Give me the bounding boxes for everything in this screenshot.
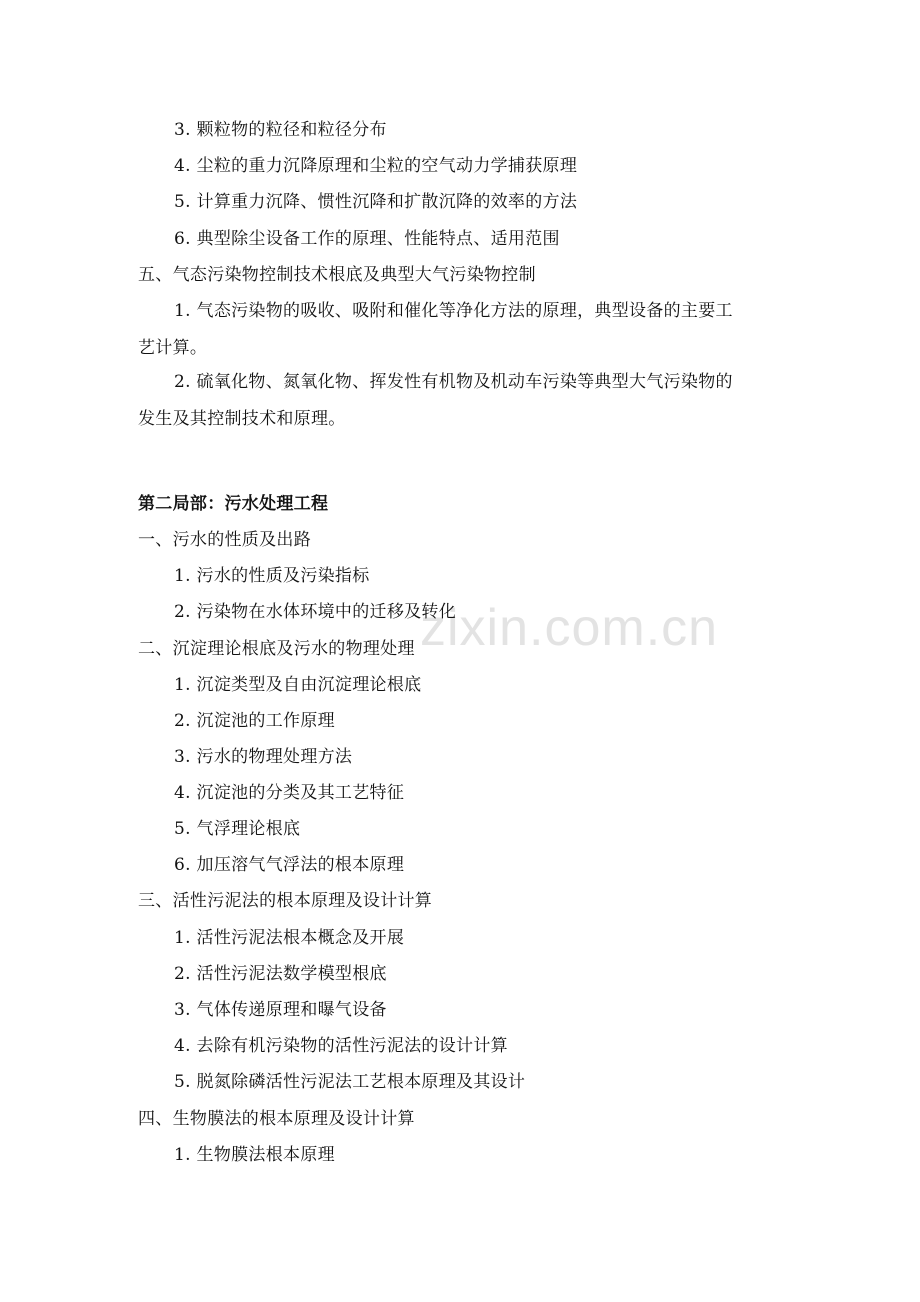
list-item: 3. 气体传递原理和曝气设备: [174, 1000, 387, 1020]
section-heading: 四、生物膜法的根本原理及设计计算: [138, 1109, 415, 1129]
list-item: 1. 污水的性质及污染指标: [174, 566, 370, 586]
section-heading: 二、沉淀理论根底及污水的物理处理: [138, 639, 415, 659]
list-item: 3. 颗粒物的粒径和粒径分布: [174, 120, 387, 140]
list-item: 4. 尘粒的重力沉降原理和尘粒的空气动力学捕获原理: [174, 156, 578, 176]
list-item: 6. 典型除尘设备工作的原理、性能特点、适用范围: [174, 229, 560, 249]
list-item: 4. 沉淀池的分类及其工艺特征: [174, 783, 405, 803]
list-item: 4. 去除有机污染物的活性污泥法的设计计算: [174, 1036, 508, 1056]
watermark: zixin.com.cn: [420, 599, 719, 657]
list-item-continuation: 发生及其控制技术和原理。: [138, 409, 346, 429]
section-heading: 三、活性污泥法的根本原理及设计计算: [138, 891, 433, 911]
list-item: 6. 加压溶气气浮法的根本原理: [174, 855, 405, 875]
list-item-continuation: 艺计算。: [138, 338, 208, 358]
section-heading: 一、污水的性质及出路: [138, 530, 311, 550]
list-item: 2. 沉淀池的工作原理: [174, 711, 335, 731]
list-item: 1. 气态污染物的吸收、吸附和催化等净化方法的原理，典型设备的主要工: [174, 301, 733, 321]
list-item: 5. 脱氮除磷活性污泥法工艺根本原理及其设计: [174, 1072, 526, 1092]
list-item: 2. 硫氧化物、氮氧化物、挥发性有机物及机动车污染等典型大气污染物的: [174, 372, 733, 392]
section-heading: 五、气态污染物控制技术根底及典型大气污染物控制: [138, 265, 536, 285]
list-item: 3. 污水的物理处理方法: [174, 747, 353, 767]
list-item: 1. 沉淀类型及自由沉淀理论根底: [174, 675, 422, 695]
list-item: 2. 活性污泥法数学模型根底: [174, 964, 387, 984]
list-item: 5. 计算重力沉降、惯性沉降和扩散沉降的效率的方法: [174, 192, 578, 212]
list-item: 1. 活性污泥法根本概念及开展: [174, 928, 405, 948]
list-item: 5. 气浮理论根底: [174, 819, 301, 839]
list-item: 2. 污染物在水体环境中的迁移及转化: [174, 602, 457, 622]
part-title: 第二局部：污水处理工程: [138, 494, 329, 514]
list-item: 1. 生物膜法根本原理: [174, 1145, 335, 1165]
